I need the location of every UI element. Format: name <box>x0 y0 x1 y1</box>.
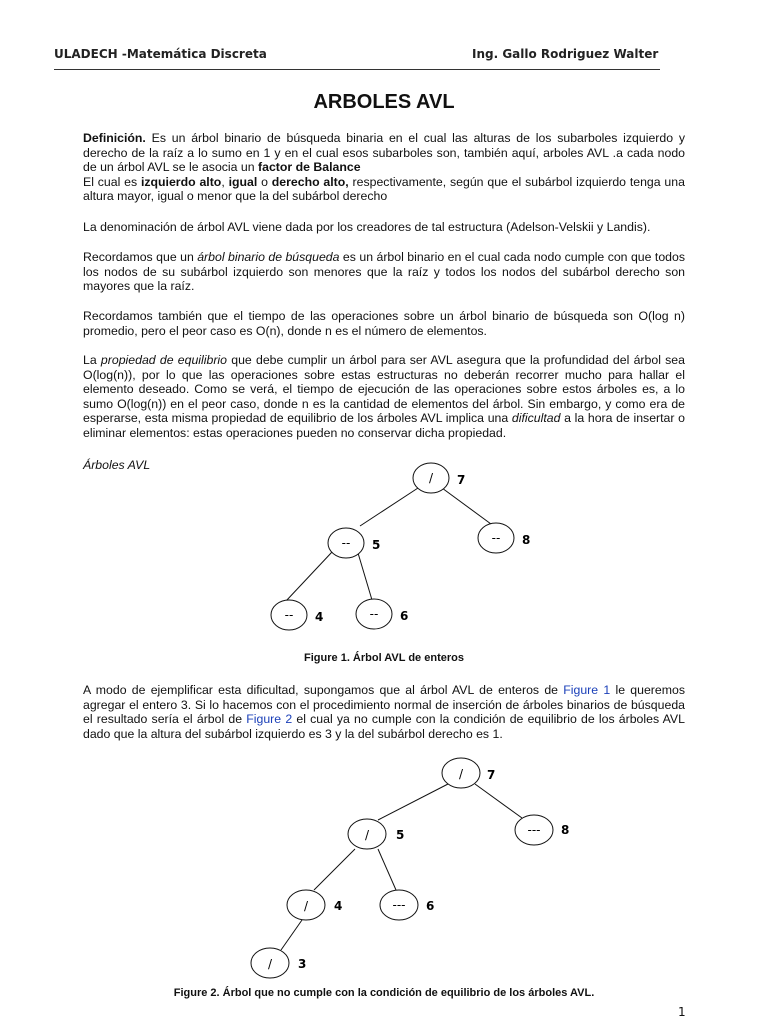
edge-4-3 <box>281 920 302 950</box>
node-8-symbol: --- <box>527 823 541 837</box>
edge-7-5 <box>378 784 448 820</box>
node-5-symbol: -- <box>341 536 351 550</box>
node-4-symbol: -- <box>284 608 294 622</box>
paragraph-complexity: Recordamos también que el tiempo de las operaciones sobre un árbol binario de búsqueda son O(log n) promedio, pero el peor caso es O(n), donde n es el número de elementos. <box>83 309 685 338</box>
node-8 <box>515 815 569 845</box>
balance-factor-term: factor de Balance <box>258 160 361 175</box>
node-4-value: 4 <box>334 899 343 913</box>
edge-7-5 <box>360 488 418 526</box>
node-4 <box>287 890 342 920</box>
node-7-symbol: / <box>458 767 464 781</box>
edge-5-6 <box>378 849 396 890</box>
section-label: Árboles AVL <box>83 458 151 472</box>
node-7-value: 7 <box>487 768 496 782</box>
edge-5-4 <box>314 849 355 890</box>
node-5-value: 5 <box>396 828 405 842</box>
term-right-high: derecho alto, <box>271 174 349 189</box>
edge-7-8 <box>475 784 522 818</box>
node-7-value: 7 <box>457 473 466 487</box>
node-5-symbol: / <box>364 828 370 842</box>
header-rule <box>54 69 660 70</box>
node-6 <box>356 599 408 629</box>
node-7 <box>442 758 495 788</box>
figure1-link[interactable]: Figure 1 <box>563 683 611 697</box>
edge-5-4 <box>286 552 332 601</box>
node-7-symbol: / <box>428 471 434 485</box>
node-6-symbol: -- <box>369 607 379 621</box>
paragraph-name-origin: La denominación de árbol AVL viene dada por los creadores de tal estructura (Adelson-Velskii y Landis). <box>83 220 651 234</box>
node-8 <box>478 523 530 553</box>
node-4 <box>271 600 323 630</box>
figure2-link[interactable]: Figure 2 <box>246 712 293 727</box>
header-course: ULADECH -Matemática Discreta <box>54 47 267 61</box>
figure2-caption: Figure 2. Árbol que no cumple con la condición de equilibrio de los árboles AVL. <box>173 987 595 999</box>
bst-term: árbol binario de búsqueda <box>197 250 340 264</box>
definition-text-3: respectivamente, según que el subárbol izquierdo tenga una altura mayor, igual o menor que la del subárbol derecho <box>83 174 685 204</box>
bst-text-2: es un árbol binario en el cual cada nodo cumple con que todos los nodos de su subárbol izquierdo son menores que la raíz y todos los nodos del subárbol derecho son mayores que la raíz. <box>83 250 685 294</box>
figure2-tree <box>0 750 768 985</box>
balance-property-term: propiedad de equilibrio <box>100 353 227 367</box>
definition-label: Definición. <box>83 131 146 145</box>
node-3-value: 3 <box>298 957 307 971</box>
node-3-symbol: / <box>267 957 273 971</box>
node-3 <box>251 948 306 978</box>
paragraph-definition <box>83 131 685 204</box>
node-7 <box>413 463 465 493</box>
node-8-symbol: -- <box>491 531 501 545</box>
definition-text: Es un árbol binario de búsqueda binaria en el cual las alturas de los subarboles izquierdo y derecho de la raíz a lo sumo en 1 y en el cual esos subarboles son, también aquí, arboles AVL .a cada nodo de un árbol AVL se le asocia un <box>83 131 685 175</box>
node-6-value: 6 <box>400 609 409 623</box>
example-text-3: el cual ya no cumple con la condición de equilibrio de los árboles AVL dado que la altura del subárbol izquierdo es 3 y la del subárbol derecho es 1. <box>83 712 685 741</box>
node-6-symbol: --- <box>392 898 406 912</box>
separator-or: o <box>257 174 272 189</box>
page-number: 1 <box>678 1005 686 1019</box>
paragraph-example <box>83 683 685 741</box>
edge-7-8 <box>442 488 491 524</box>
balance-text-2: que debe cumplir un árbol para ser AVL asegura que la profundidad del árbol sea O(log(n)), por lo que las operaciones sobre estas estructuras no deberán recorrer mucho para hallar el elemento deseado. Como se verá, el tiempo de ejecución de las operaciones sobre estos árboles es, a lo sumo O(log(n)) en el peor caso, donde n es la cantidad de elementos del árbol. Sin embargo, y como era de esperarse, esta misma propiedad de equilibrio de los árboles AVL implica una <box>83 353 685 426</box>
term-equal: igual <box>228 174 258 189</box>
term-left-high: izquierdo alto <box>140 174 222 189</box>
node-5-value: 5 <box>372 538 381 552</box>
node-4-value: 4 <box>315 610 324 624</box>
balance-text-1: La <box>83 353 101 367</box>
header-author: Ing. Gallo Rodriguez Walter <box>472 47 659 61</box>
difficulty-term: dificultad <box>511 411 561 426</box>
figure1-caption: Figure 1. Árbol AVL de enteros <box>304 652 464 664</box>
node-5 <box>328 528 380 558</box>
node-5 <box>348 819 404 849</box>
bst-text-1: Recordamos que un <box>83 250 198 264</box>
example-text-2: le queremos agregar el entero 3. Si lo hacemos con el procedimiento normal de inserción de árboles binarios de búsqueda el resultado sería el árbol de <box>83 683 685 727</box>
definition-text-2: El cual es <box>83 174 141 189</box>
paragraph-bst <box>83 250 685 294</box>
page-title: ARBOLES AVL <box>313 91 455 113</box>
node-8-value: 8 <box>522 533 531 547</box>
paragraph-balance-property <box>83 353 685 441</box>
node-6-value: 6 <box>426 899 435 913</box>
node-8-value: 8 <box>561 823 570 837</box>
node-6 <box>380 890 434 920</box>
figure1-tree <box>0 450 768 650</box>
node-4-symbol: / <box>303 899 309 913</box>
balance-text-3: a la hora de insertar o eliminar elementos: estas operaciones pueden no conservar dicha propiedad. <box>83 411 685 440</box>
example-text-1: A modo de ejemplificar esta dificultad, supongamos que al árbol AVL de enteros de <box>83 683 564 697</box>
separator: , <box>221 174 229 189</box>
edge-5-6 <box>358 553 372 600</box>
